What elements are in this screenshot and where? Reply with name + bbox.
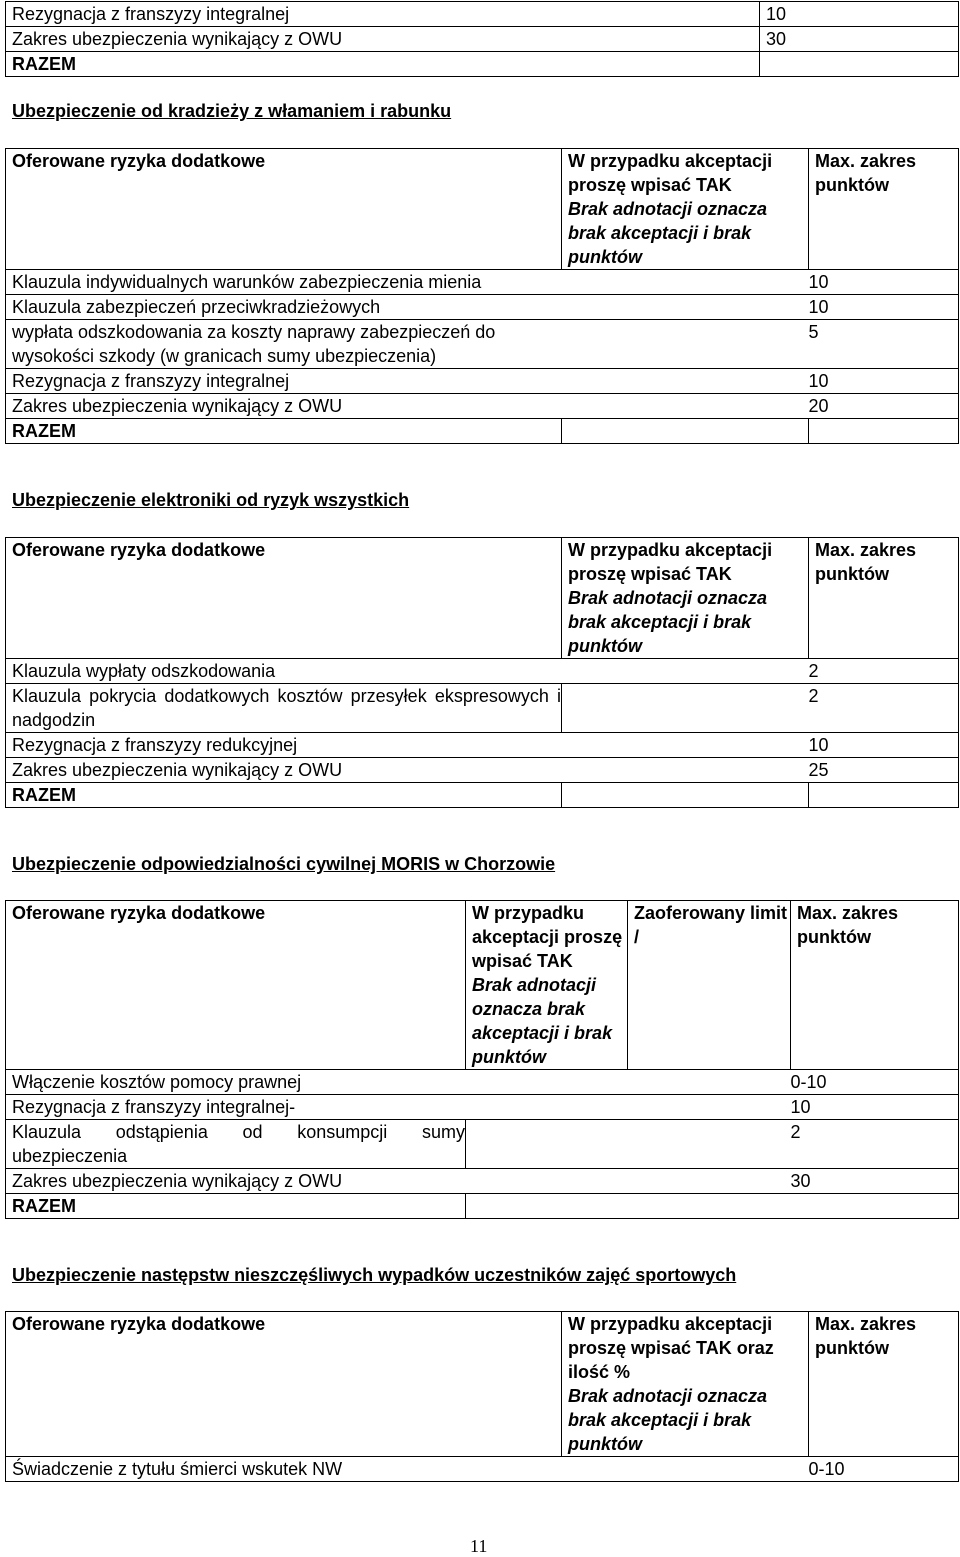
acceptance-note: Brak adnotacji oznacza brak akceptacji i brak punktów (568, 588, 768, 656)
section-heading: Ubezpieczenie od kradzieży z włamaniem i rabunku (12, 101, 452, 121)
row-value: 10 (760, 2, 810, 27)
col-header-risks: Oferowane ryzyka dodatkowe (6, 538, 562, 659)
total-row (6, 52, 959, 77)
row-value: 10 (809, 270, 959, 295)
table-row (6, 295, 959, 320)
row-label: Klauzula pokrycia dodatkowych kosztów przesyłek ekspresowych i nadgodzin (6, 684, 562, 733)
table-row (6, 684, 959, 733)
row-label: Rezygnacja z franszyzy integralnej- (6, 1095, 791, 1120)
table-row (6, 369, 959, 394)
row-value: 25 (809, 758, 959, 783)
header-row (6, 149, 959, 270)
table-row (6, 659, 959, 684)
row-label: Klauzula wypłaty odszkodowania (6, 659, 809, 684)
row-value: 2 (809, 684, 959, 733)
col-header-acceptance (562, 149, 809, 270)
col-header-max-points: Max. zakres punktów (791, 901, 959, 1070)
row-label: Klauzula odstąpienia od konsumpcji sumy ubezpieczenia (6, 1120, 466, 1169)
col-header-risks: Oferowane ryzyka dodatkowe (6, 149, 562, 270)
col-header-max-points: Max. zakres punktów (809, 538, 959, 659)
row-label: Świadczenie z tytułu śmierci wskutek NW (6, 1457, 809, 1482)
table-section3 (5, 900, 959, 1219)
row-label: Zakres ubezpieczenia wynikający z OWU (6, 758, 809, 783)
row-value: 10 (791, 1095, 959, 1120)
table-row (6, 1457, 959, 1482)
table-row (6, 758, 959, 783)
table-section1 (5, 148, 959, 444)
total-label: RAZEM (6, 1194, 466, 1219)
col-header-acceptance (562, 1312, 809, 1457)
acceptance-note: Brak adnotacji oznacza brak akceptacji i brak punktów (472, 975, 613, 1067)
col-header-max-points: Max. zakres punktów (809, 1312, 959, 1457)
row-value: 10 (809, 369, 959, 394)
total-row (6, 419, 959, 444)
acceptance-instruction: W przypadku akceptacji proszę wpisać TAK oraz ilość % (568, 1314, 774, 1382)
row-label: Włączenie kosztów pomocy prawnej (6, 1070, 791, 1095)
acceptance-instruction: W przypadku akceptacji proszę wpisać TAK (568, 151, 773, 195)
col-header-risks: Oferowane ryzyka dodatkowe (6, 901, 466, 1070)
table-row (6, 394, 959, 419)
row-value: 2 (809, 659, 959, 684)
row-label: Zakres ubezpieczenia wynikający z OWU (6, 27, 760, 52)
section-heading: Ubezpieczenie następstw nieszczęśliwych wypadków uczestników zajęć sportowych (12, 1265, 737, 1285)
col-header-acceptance (562, 538, 809, 659)
section-heading: Ubezpieczenie elektroniki od ryzyk wszystkich (12, 490, 410, 510)
table-row (6, 1120, 959, 1169)
header-row (6, 1312, 959, 1457)
row-value: 20 (809, 394, 959, 419)
section-heading: Ubezpieczenie odpowiedzialności cywilnej MORIS w Chorzowie (12, 854, 556, 874)
col-header-max-points: Max. zakres punktów (809, 149, 959, 270)
table-row (6, 320, 959, 369)
table-section4 (5, 1311, 959, 1482)
row-value: 30 (760, 27, 810, 52)
table-top (5, 1, 959, 77)
acceptance-instruction: W przypadku akceptacji proszę wpisać TAK (472, 903, 623, 971)
col-header-limit: Zaoferowany limit / (628, 901, 791, 1070)
table-row (6, 27, 959, 52)
table-row (6, 1070, 959, 1095)
row-value: 2 (791, 1120, 959, 1169)
table-row (6, 1169, 959, 1194)
total-row (6, 783, 959, 808)
col-header-acceptance (466, 901, 628, 1070)
row-label: Klauzula indywidualnych warunków zabezpieczenia mienia (6, 270, 809, 295)
total-label: RAZEM (6, 783, 562, 808)
row-label: Klauzula zabezpieczeń przeciwkradzieżowych (6, 295, 809, 320)
acceptance-note: Brak adnotacji oznacza brak akceptacji i brak punktów (568, 1386, 768, 1454)
row-value: 0-10 (809, 1457, 959, 1482)
acceptance-note: Brak adnotacji oznacza brak akceptacji i brak punktów (568, 199, 768, 267)
table-row (6, 733, 959, 758)
row-label: Zakres ubezpieczenia wynikający z OWU (6, 1169, 791, 1194)
table-row (6, 1095, 959, 1120)
row-label: wypłata odszkodowania za koszty naprawy zabezpieczeń do wysokości szkody (w granicach sumy ubezpieczenia) (6, 320, 809, 369)
table-section2 (5, 537, 959, 808)
acceptance-instruction: W przypadku akceptacji proszę wpisać TAK (568, 540, 773, 584)
col-header-risks: Oferowane ryzyka dodatkowe (6, 1312, 562, 1457)
table-row (6, 270, 959, 295)
row-label: Rezygnacja z franszyzy redukcyjnej (6, 733, 809, 758)
total-row (6, 1194, 959, 1219)
row-value: 10 (809, 295, 959, 320)
header-row (6, 538, 959, 659)
row-label: Rezygnacja z franszyzy integralnej (6, 369, 809, 394)
row-value: 30 (791, 1169, 959, 1194)
row-value: 0-10 (791, 1070, 959, 1095)
row-value: 10 (809, 733, 959, 758)
total-label: RAZEM (6, 419, 562, 444)
header-row (6, 901, 959, 1070)
table-row (6, 2, 959, 27)
total-label: RAZEM (6, 52, 760, 77)
row-label: Rezygnacja z franszyzy integralnej (6, 2, 760, 27)
page-number: 11 (470, 1536, 488, 1556)
row-value: 5 (809, 320, 959, 369)
row-label: Zakres ubezpieczenia wynikający z OWU (6, 394, 809, 419)
